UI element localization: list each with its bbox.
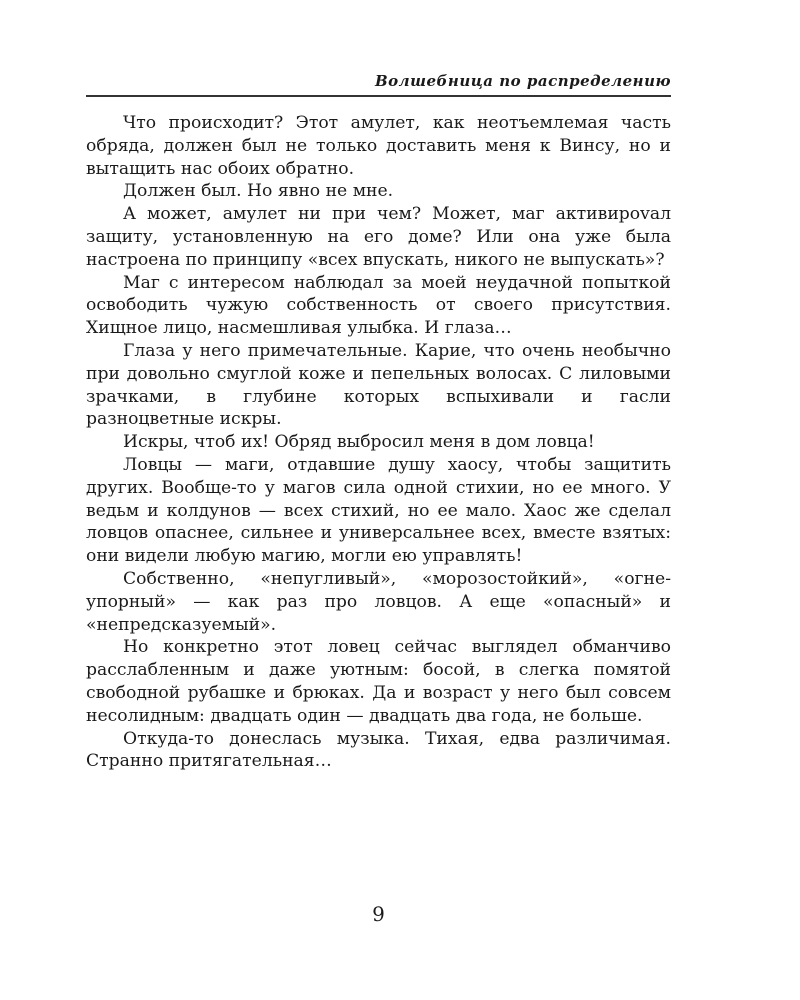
page-body bbox=[86, 112, 671, 773]
paragraph: Должен был. Но явно не мне. bbox=[123, 181, 394, 202]
header-rule bbox=[86, 95, 671, 97]
paragraph: А может, амулет ни при чем? Может, маг активироvал защиту, установленную на его доме? Или она уже была настроена по принципу «всех впускать, никого не выпускать»? bbox=[86, 204, 671, 270]
paragraph: Искры, чтоб их! Обряд выбросил меня в дом ловца! bbox=[123, 432, 595, 453]
paragraph: Собственно, «непугливый», «морозостойкий», «огнеупорный» — как раз про ловцов. А еще «опасный» и «непредсказуемый». bbox=[86, 568, 671, 635]
page-number: 9 bbox=[372, 902, 385, 926]
paragraph: Глаза у него примечательные. Карие, что очень необычно при довольно смуглой коже и пепельных волосах. С лиловыми зрачками, в глубине которых вспыхивали и гасли разноцветные искры. bbox=[86, 340, 671, 430]
paragraph: Но конкретно этот ловец сейчас выглядел обманчиво расслабленным и даже уютным: босой, в слегка помятой свободной рубашке и брюках. Да и возраст у него был совсем несолидным: двадцать один — двадцать два года, не больше. bbox=[86, 637, 671, 726]
paragraph: Что происходит? Этот амулет, как неотъемлемая часть обряда, должен был не только доставить меня к Винсу, но и вытащить нас обоих обратно. bbox=[86, 113, 671, 179]
paragraph: Ловцы — маги, отдавшие душу хаосу, чтобы защитить других. Вообще-то у магов сила одной стихии, но ее много. У ведьм и колдунов — всех стихий, но ее мало. Хаос же сделал ловцов опаснее, сильнее и универсальнее всех, вместе взятых: они видели любую магию, могли ею управлять! bbox=[86, 454, 671, 567]
paragraph: Маг с интересом наблюдал за моей неудачной попыткой освободить чужую собственность от своего присутствия. Хищное лицо, насмешливая улыбка. И глаза… bbox=[86, 272, 671, 339]
paragraph: Откуда-то донеслась музыка. Тихая, едва различимая. Странно притягательная… bbox=[86, 728, 671, 772]
running-head-title: Волшебница по распределению bbox=[374, 72, 671, 90]
